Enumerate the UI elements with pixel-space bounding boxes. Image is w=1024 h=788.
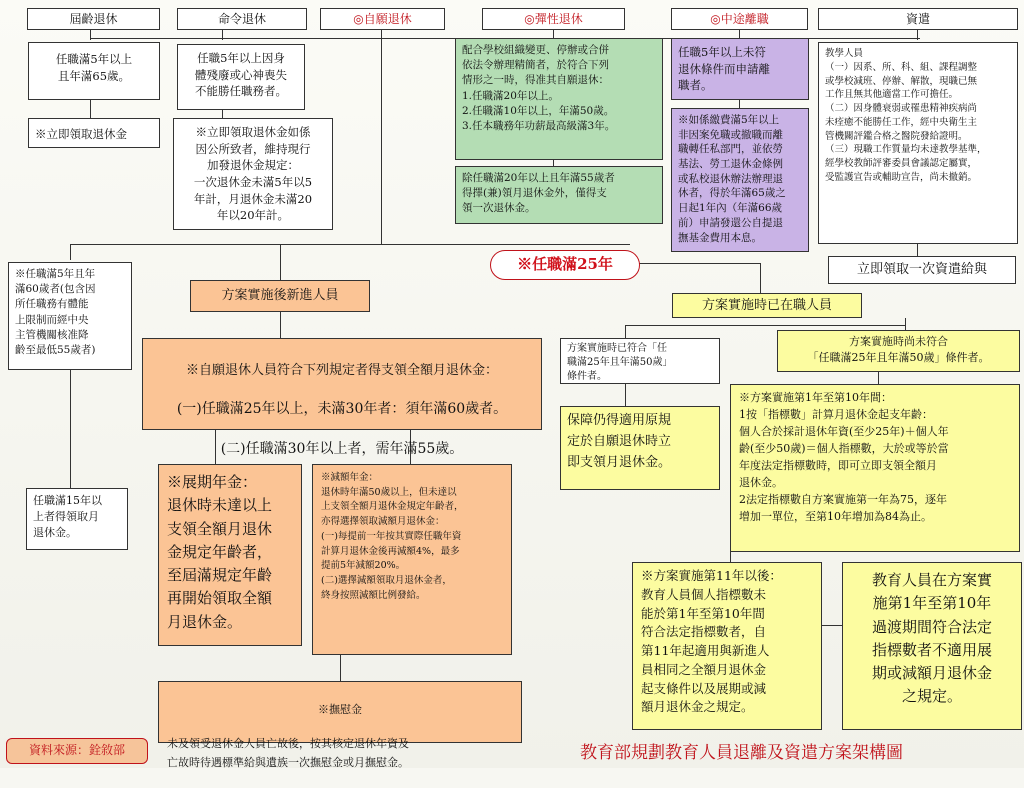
transition-note-box: 教育人員在方案實 施第1年至第10年 過渡期間符合法定 指標數者不適用展 期或減額月退休金 之規定。: [842, 562, 1022, 730]
order-condition-box: 任職5年以上因身 體殘廢或心神喪失 不能勝任職務者。: [177, 44, 305, 110]
condolence-title: ※撫慰金: [318, 702, 362, 716]
new-staff-rule-1: (一)任職滿25年以上，未滿30年者：須年滿60歲者。: [176, 400, 508, 417]
condolence-body: 未及領受退休金人員亡故後，按其核定退休年資及 亡故時待遇標準給與遺族一次撫慰金或月撫慰金。: [167, 736, 409, 769]
new-staff-rules-box: [142, 338, 542, 457]
existing-meets-result-box: 保障仍得適用原規 定於自願退休時立 即支領月退休金。: [560, 406, 720, 490]
source-label: 資料來源：銓敘部: [6, 738, 148, 764]
new-staff-rule-2: (二)任職滿30年以上者，需年滿55歲。: [220, 440, 464, 457]
connector: [905, 318, 906, 330]
order-note-box: ※立即領取退休金如係 因公所致者，維持現行 加發退休金規定： 一次退休金未滿5年以5 年計，月退休金未滿20 年以20年計。: [173, 118, 333, 230]
extended-pension-box: ※展期年金： 退休時未達以上 支領全額月退休 金規定年齡者， 至屆滿規定年齡 再開始領取全額 月退休金。: [158, 464, 302, 646]
severance-criteria-box: 教學人員 （一）因系、所、科、組、課程調整 或學校減班、停辦、解散，現職已無 工作且無其他適當工作可擔任。 （二）因身體衰弱或罹患精神疾病尚 未痊癒不能勝任工作，經中央衛生主 管機關評鑑合格之醫院發給證明。 （三）現職工作質量均未達教學基準， 經學校教師評審委員會議認定屬實， 受監護宣告或輔助宣告，尚未撤銷。: [818, 42, 1018, 244]
header-ordered-retirement: 命令退休: [177, 8, 307, 30]
condolence-pension-box: [158, 681, 522, 769]
flexible-sub-box: 除任職滿20年以上且年滿55歲者 得擇(兼)領月退休金外，僅得支 領一次退休金。: [455, 166, 663, 224]
connector: [222, 30, 223, 40]
existing-meets-box: 方案實施時已符合「任 職滿25年且年滿50歲」 條件者。: [560, 338, 720, 384]
connector: [739, 100, 740, 108]
connector: [90, 30, 91, 40]
existing-not-meets-box: 方案實施時尚未符合 「任職滿25年且年滿50歲」條件者。: [777, 330, 1020, 372]
new-staff-rule-intro: ※自願退休人員符合下列規定者得支領全額月退休金：: [185, 362, 498, 378]
connector: [340, 655, 341, 681]
new-staff-title: 方案實施後新進人員: [190, 280, 370, 312]
header-voluntary-retirement: ◎自願退休: [320, 8, 445, 30]
header-flexible-retirement: ◎彈性退休: [482, 8, 625, 30]
connector: [625, 325, 905, 326]
connector: [70, 370, 71, 488]
connector: [381, 30, 382, 44]
connector: [822, 625, 842, 626]
connector: [280, 312, 281, 338]
midway-main-box: 任職5年以上未符 退休條件而申請離 職者。: [671, 38, 809, 100]
midway-sub-box: ※如係繳費滿5年以上 非因案免職或撤職而離 職轉任私部門，並依勞 基法、勞工退休金條例 或私校退休辦法辦理退 休者，得於年滿65歲之 日起1年內（年滿66歲 前）申請發還公自提退 撫基金費用本息。: [671, 108, 809, 252]
connector: [917, 244, 918, 256]
connector: [730, 552, 731, 562]
connector: [878, 372, 879, 384]
diagram-footer-title: 教育部規劃教育人員退離及資遣方案架構圖: [580, 743, 903, 763]
connector: [280, 244, 281, 280]
age-note-box: ※立即領取退休金: [28, 118, 160, 148]
header-midway-resignation: ◎中途離職: [671, 8, 808, 30]
connector: [760, 263, 761, 293]
phase-11-plus-box: ※方案實施第11年以後： 教育人員個人指標數未 能於第1年至第10年間 符合法定指標數者，自 第11年起適用與新進人 員相同之全額月退休金 起支條件以及展期或減 額月退休金之規定。: [632, 562, 822, 730]
service-25-years-pill: ※任職滿25年: [490, 250, 640, 280]
left-pension-note-box: 任職滿15年以 上者得領取月 退休金。: [26, 488, 128, 550]
phase-1-10-box: ※方案實施第1年至第10年間： 1按「指標數」計算月退休金起支年齡： 個人合於採計退休年資(至少25年)＋個人年 齡(至少50歲)＝個人指標數，大於或等於當 年度法定指標數時，即可立即支領全額月 退休金。 2法定指標數自方案實施第一年為75，逐年 增加一單位，至第10年增加為84為止。: [730, 384, 1020, 552]
connector: [625, 384, 626, 406]
connector: [625, 325, 626, 339]
connector: [70, 244, 71, 260]
header-severance: 資遣: [818, 8, 1018, 30]
connector: [917, 30, 918, 40]
connector: [381, 44, 382, 244]
flexible-main-box: 配合學校組織變更、停辦或合併 依法令辦理精簡者，於符合下列 情形之一時，得准其自願退休： 1.任職滿20年以上。 2.任職滿10年以上，年滿50歲。 3.任本職務年功薪最高級滿3年。: [455, 38, 663, 160]
existing-staff-title: 方案實施時已在職人員: [672, 293, 862, 318]
mid-connector: [70, 244, 630, 245]
left-age-note-box: ※任職滿5年且年 滿60歲者(包含因 所任職務有體能 上限制而經中央 主管機關核准降 齡至最低55歲者): [8, 262, 132, 370]
reduced-pension-box: ※減額年金： 退休時年滿50歲以上，但未達以 上支領全額月退休金規定年齡者， 亦得選擇領取減額月退休金： (一)每提前一年按其實際任職年資 計算月退休金後再減額4%，最多 提前5年減額20%。 (二)選擇減額領取月退休金者， 終身按照減額比例發給。: [312, 464, 512, 655]
age-condition-box: 任職滿5年以上 且年滿65歲。: [28, 42, 160, 100]
header-age-retirement: 屆齡退休: [27, 8, 160, 30]
severance-result-box: 立即領取一次資遣給與: [828, 256, 1016, 284]
connector: [90, 100, 91, 120]
